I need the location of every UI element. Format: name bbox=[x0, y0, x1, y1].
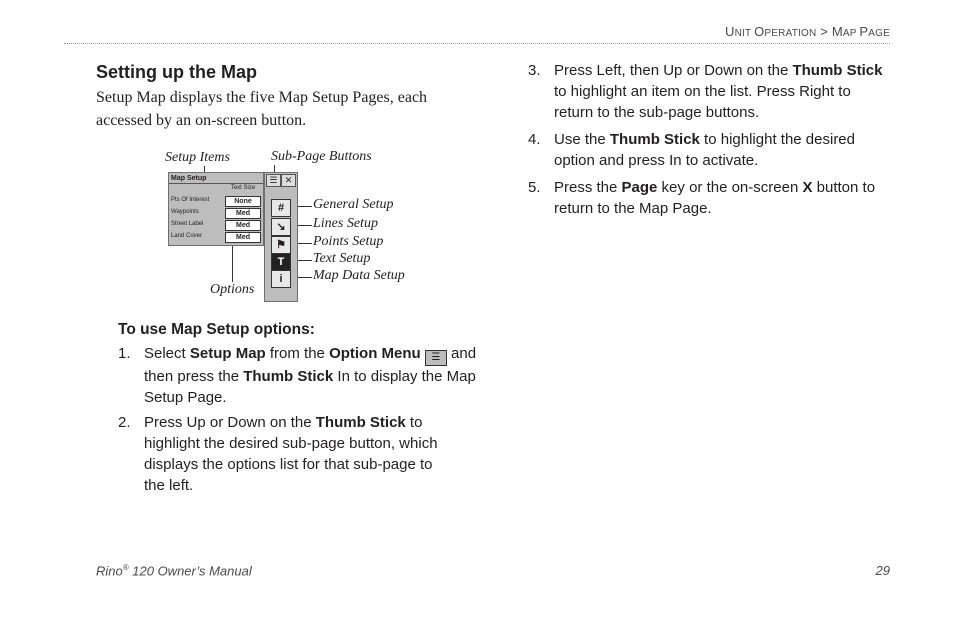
option-menu-icon[interactable]: ☰ bbox=[266, 174, 281, 187]
map-data-setup-icon[interactable]: i bbox=[271, 270, 291, 288]
screen-title: Map Setup bbox=[169, 173, 263, 184]
setup-item-value[interactable]: Med bbox=[225, 208, 261, 219]
points-setup-icon[interactable]: ⚑ bbox=[271, 236, 291, 254]
step-4: 4. Use the Thumb Stick to highlight the desired option and press In to activate. bbox=[528, 131, 855, 169]
step-3: 3. Press Left, then Up or Down on the Thumb Stick to highlight an item on the list. Press Right to return to the sub-page buttons. bbox=[528, 62, 883, 121]
setup-item-row[interactable] bbox=[169, 232, 263, 243]
callout-lines-setup: Lines Setup bbox=[313, 216, 378, 231]
callout-general-setup: General Setup bbox=[313, 197, 394, 212]
header-section-rest: NIT bbox=[734, 28, 755, 39]
step-number: 3. bbox=[528, 62, 541, 79]
step-number: 5. bbox=[528, 179, 541, 196]
leader-options bbox=[232, 244, 233, 282]
header-page-initial: M bbox=[831, 24, 843, 39]
general-setup-icon[interactable]: # bbox=[271, 199, 291, 217]
callout-setup-items: Setup Items bbox=[165, 150, 230, 165]
setup-item-value[interactable]: Med bbox=[225, 232, 261, 243]
setup-item-row[interactable] bbox=[169, 220, 263, 231]
header-page-rest: AP bbox=[842, 28, 860, 39]
setup-item-label: Pts Of Interest bbox=[171, 197, 210, 203]
header-rule bbox=[64, 43, 890, 44]
header-page-initial-2: P bbox=[859, 24, 869, 39]
header-section-rest-2: PERATION bbox=[764, 28, 817, 39]
setup-item-row[interactable] bbox=[169, 196, 263, 207]
setup-item-label: Waypoints bbox=[171, 209, 199, 215]
step-number: 4. bbox=[528, 131, 541, 148]
setup-item-value[interactable]: None bbox=[225, 196, 261, 207]
header-separator: > bbox=[816, 24, 832, 39]
callout-options: Options bbox=[210, 282, 255, 297]
callout-text-setup: Text Setup bbox=[313, 251, 371, 266]
section-heading: Setting up the Map bbox=[96, 62, 257, 82]
step-1: 1. Select Setup Map from the Option Menu ☰ and then press the Thumb Stick In to display the Map Setup Page. bbox=[118, 345, 477, 406]
callout-map-data-setup: Map Data Setup bbox=[313, 268, 405, 283]
step-5: 5. Press the Page key or the on-screen X button to return to the Map Page. bbox=[528, 179, 876, 217]
close-icon[interactable]: ✕ bbox=[281, 174, 296, 187]
page-number: 29 bbox=[875, 563, 890, 578]
header-section-initial: U bbox=[725, 24, 735, 39]
callout-sub-page-buttons: Sub-Page Buttons bbox=[271, 149, 372, 164]
running-header bbox=[725, 24, 890, 39]
footer-manual-title: Rino® 120 Owner’s Manual bbox=[96, 563, 252, 579]
header-section-initial-2: O bbox=[754, 24, 765, 39]
step-2: 2. Press Up or Down on the Thumb Stick to highlight the desired sub-page button, which displays the options list for that sub-page to the left. bbox=[118, 414, 438, 494]
option-menu-icon: ☰ bbox=[425, 350, 447, 366]
lines-setup-icon[interactable]: ↘ bbox=[271, 218, 291, 236]
procedure-heading: To use Map Setup options: bbox=[118, 321, 315, 338]
step-number: 2. bbox=[118, 414, 131, 431]
header-page-rest-2: AGE bbox=[868, 28, 890, 39]
setup-item-value[interactable]: Med bbox=[225, 220, 261, 231]
step-number: 1. bbox=[118, 345, 131, 362]
callout-points-setup: Points Setup bbox=[313, 234, 384, 249]
setup-item-label: Land Cover bbox=[171, 233, 203, 239]
map-setup-screen bbox=[168, 172, 264, 246]
text-setup-icon[interactable]: T bbox=[271, 253, 291, 271]
setup-item-label: Street Label bbox=[171, 221, 204, 227]
screen-column-header: Text Size bbox=[230, 185, 256, 191]
sub-page-button-bar bbox=[264, 172, 298, 302]
intro-paragraph: Setup Map displays the five Map Setup Pages, each accessed by an on-screen button. bbox=[96, 89, 428, 129]
setup-item-row[interactable] bbox=[169, 208, 263, 219]
